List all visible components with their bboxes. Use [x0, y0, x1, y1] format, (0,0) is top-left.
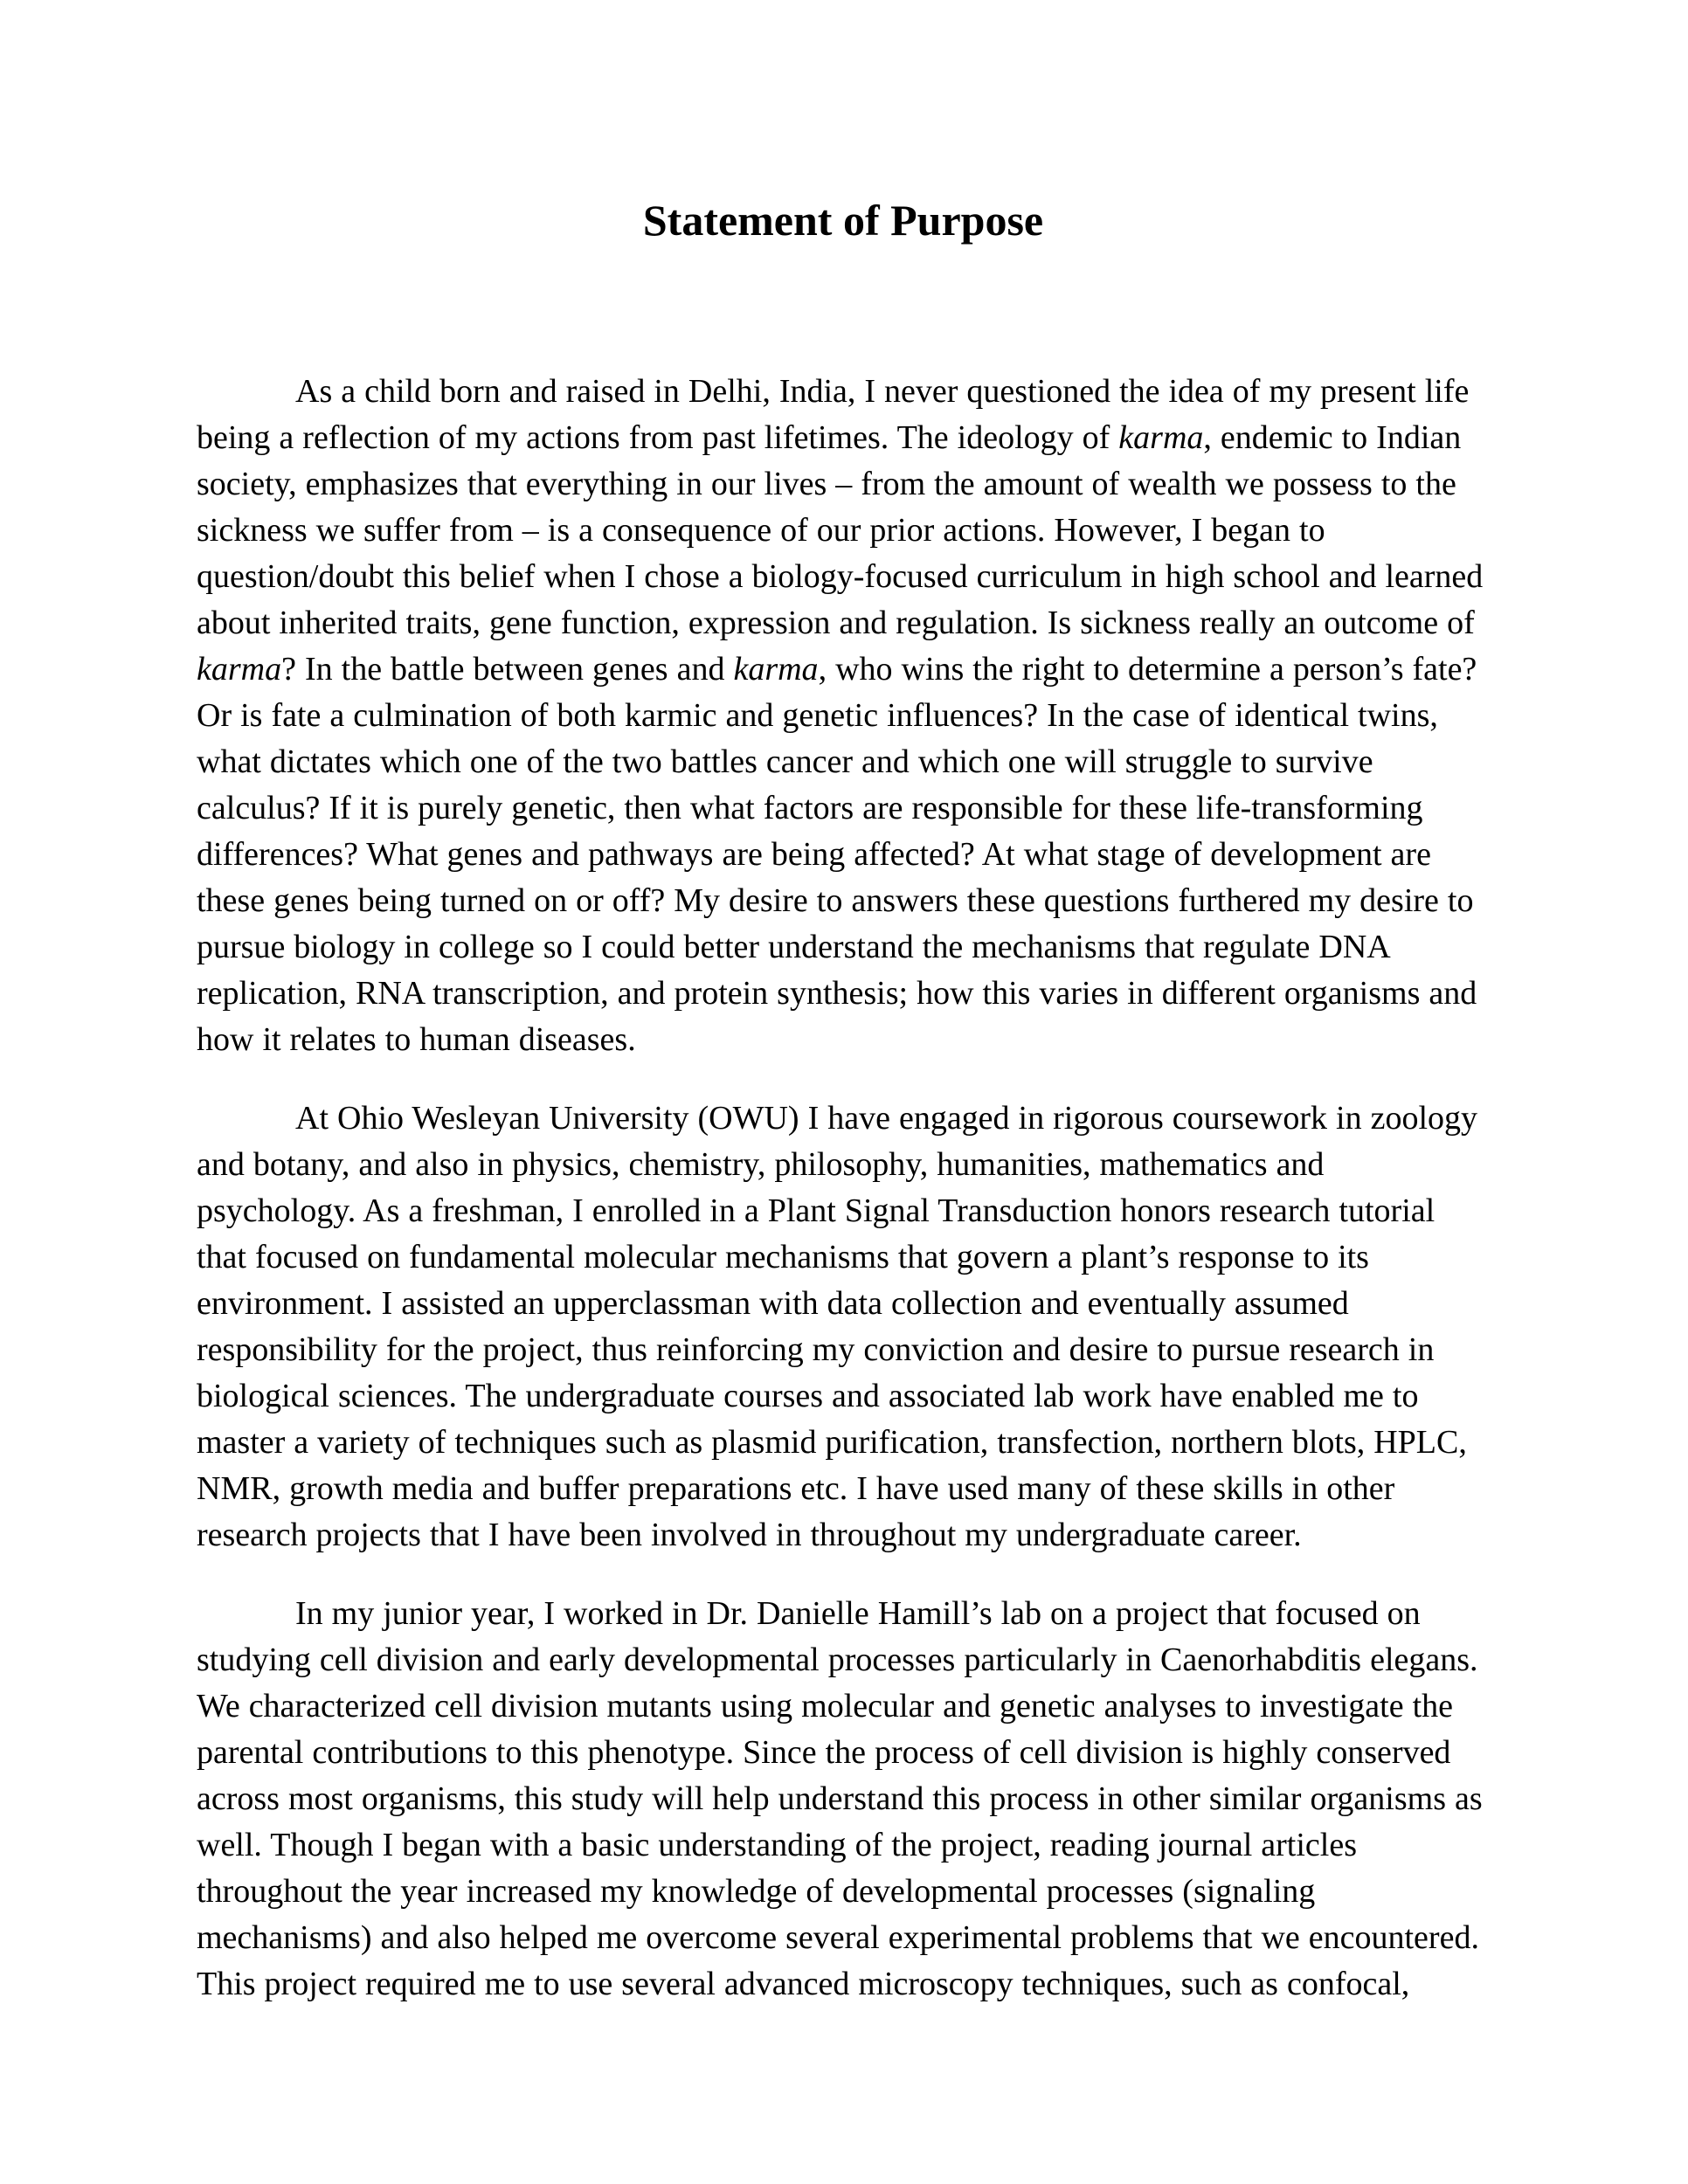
- document-title: Statement of Purpose: [642, 196, 1044, 245]
- paragraph: [197, 1095, 1490, 1559]
- text-run: As a child born and raised in Delhi, India, I never questioned the idea of my present life being a reflection of my actions from past lifetimes. The ideology of: [197, 373, 1470, 456]
- text-run: At Ohio Wesleyan University (OWU) I have engaged in rigorous coursework in zoology and botany, and also in physics, chemistry, philosophy, humanities, mathematics and psychology. As a freshman, I enrolled in a Plant Signal Transduction honors research tutorial that focused on fundamental molecular mechanisms that govern a plant’s response to its environment. I assisted an upperclassman with data collection and eventually assumed responsibility for the project, thus reinforcing my conviction and desire to pursue research in biological sciences. The undergraduate courses and associated lab work have enabled me to master a variety of techniques such as plasmid purification, transfection, northern blots, HPLC, NMR, growth media and buffer preparations etc. I have used many of these skills in other research projects that I have been involved in throughout my undergraduate career.: [197, 1100, 1478, 1553]
- document-body: [197, 369, 1490, 2008]
- text-run: ? In the battle between genes and: [281, 651, 734, 688]
- text-run: , who wins the right to determine a person’s fate? Or is fate a culmination of both karmic and genetic influences? In the case of identical twins, what dictates which one of the two battles cancer and which one will struggle to survive calculus? If it is purely genetic, then what factors are responsible for these life-transforming differences? What genes and pathways are being affected? At what stage of development are these genes being turned on or off? My desire to answers these questions furthered my desire to pursue biology in college so I could better understand the mechanisms that regulate DNA replication, RNA transcription, and protein synthesis; how this varies in different organisms and how it relates to human diseases.: [197, 651, 1477, 1058]
- paragraph: [197, 1591, 1490, 2008]
- text-run: In my junior year, I worked in Dr. Danielle Hamill’s lab on a project that focused on studying cell division and early developmental processes particularly in Caenorhabditis elegans. We characterized cell division mutants using molecular and genetic analyses to investigate the parental contributions to this phenotype. Since the process of cell division is highly conserved across most organisms, this study will help understand this process in other similar organisms as well. Though I began with a basic understanding of the project, reading journal articles throughout the year increased my knowledge of developmental processes (signaling mechanisms) and also helped me overcome several experimental problems that we encountered. This project required me to use several advanced microscopy techniques, such as confocal,: [197, 1595, 1483, 2002]
- text-run: , endemic to Indian society, emphasizes that everything in our lives – from the amount of wealth we possess to the sickness we suffer from – is a consequence of our prior actions. However, I began to question/doubt this belief when I chose a biology-focused curriculum in high school and learned about inherited traits, gene function, expression and regulation. Is sickness really an outcome of: [197, 419, 1484, 641]
- italic-text-run: karma: [1118, 419, 1204, 456]
- paragraph: [197, 369, 1490, 1063]
- italic-text-run: karma: [197, 651, 282, 688]
- italic-text-run: karma: [733, 651, 819, 688]
